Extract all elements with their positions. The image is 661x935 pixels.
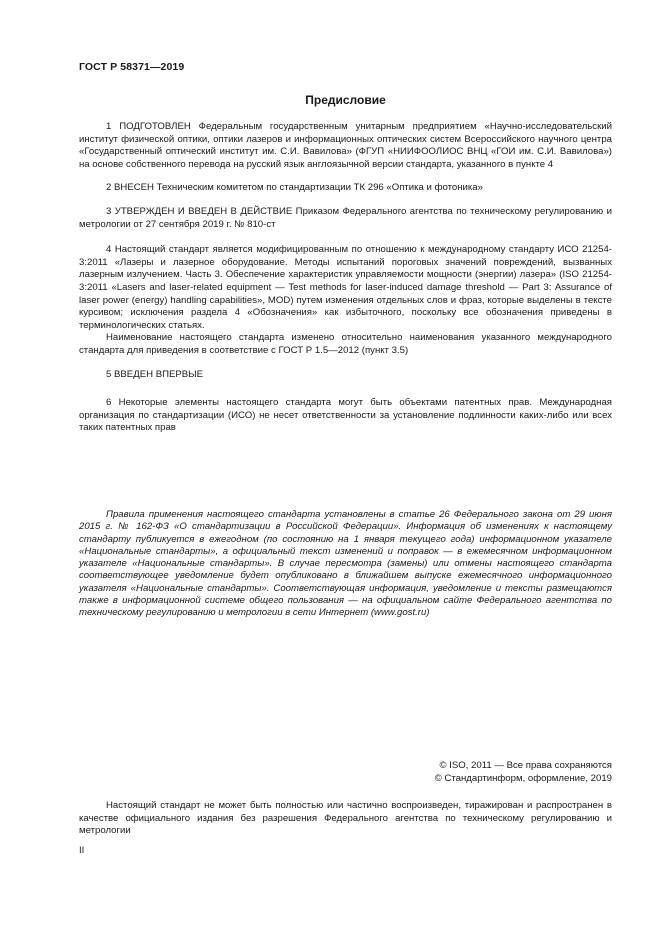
page-number: II	[79, 845, 85, 856]
copyright-block	[435, 760, 612, 785]
paragraph-prepared: 1 ПОДГОТОВЛЕН Федеральным государственным унитарным предприятием «Научно-исследовательский институт физической оптики, оптики лазеров и информационных оптических систем Всероссийского научного центра «Государственный оптический институт им. С.И. Вавилова» (ФГУП «НИИФООЛИОС ВНЦ «ГОИ им. С.И. Вавилова») на основе собственного перевода на русский язык англоязычной версии стандарта, указанного в пункте 4	[79, 121, 612, 170]
document-number: ГОСТ Р 58371—2019	[79, 61, 185, 73]
paragraph-introduced: 5 ВВЕДЕН ВПЕРВЫЕ	[106, 368, 204, 380]
paragraph-modified: 4 Настоящий стандарт является модифицированным по отношению к международному стандарту ИСО 21254-3:2011 «Лазеры и лазерное оборудование. Методы испытаний пороговых значений повреждений, вызванных лазерным излучением. Часть 3. Обеспечение характеристик управляемости мощности (энергии) лазера» (ISO 21254-3:2011 «Lasers and laser-related equipment — Test methods for laser-induced damage threshold — Part 3: Assurance of laser power (energy) handling capabilities», MOD) путем изменения отдельных слов и фраз, которые выделены в тексте курсивом; исключения раздела 4 «Обозначения» как избыточного, поскольку все обозначения приведены в терминологических статьях.	[79, 244, 612, 331]
paragraph-patents: 6 Некоторые элементы настоящего стандарта могут быть объектами патентных прав. Международная организация по стандартизации (ИСО) не несет ответственности за установление подлинности каких-либо или всех таких патентных прав	[79, 397, 612, 434]
paragraph-approved: 3 УТВЕРЖДЕН И ВВЕДЕН В ДЕЙСТВИЕ Приказом Федерального агентства по техническому регулированию и метрологии от 27 сентября 2019 г. № 810-ст	[79, 205, 612, 230]
reproduction-notice: Настоящий стандарт не может быть полностью или частично воспроизведен, тиражирован и распространен в качестве официального издания без разрешения Федерального агентства по техническому регулированию и метрологии	[79, 800, 612, 837]
copyright-standartinform: © Стандартинформ, оформление, 2019	[434, 772, 612, 784]
copyright-iso: © ISO, 2011 — Все права сохраняются	[439, 760, 612, 771]
foreword-body	[79, 121, 612, 435]
rules-notice: Правила применения настоящего стандарта установлены в статье 26 Федерального закона от 29 июня 2015 г. № 162-ФЗ «О стандартизации в Российской Федерации». Информация об изменениях к настоящему стандарту публикуется в ежегодном (по состоянию на 1 января текущего года) информационном указателе «Национальные стандарты», а официальный текст изменений и поправок — в ежемесячном информационном указателе «Национальные стандарты». В случае пересмотра (замены) или отмены настоящего стандарта соответствующее уведомление будет опубликовано в ближайшем выпуске ежемесячного информационного указателя «Национальные стандарты». Соответствующая информация, уведомление и тексты размещаются также в информационной системе общего пользования — на официальном сайте Федерального агентства по техническому регулированию и метрологии в сети Интернет (www.gost.ru)	[79, 509, 612, 619]
paragraph-submitted: 2 ВНЕСЕН Техническим комитетом по стандартизации ТК 296 «Оптика и фотоника»	[106, 182, 483, 194]
paragraph-name-changed: Наименование настоящего стандарта изменено относительно наименования указанного международного стандарта для приведения в соответствие с ГОСТ Р 1.5—2012 (пункт 3.5)	[79, 332, 612, 356]
page-title: Предисловие	[305, 93, 386, 107]
